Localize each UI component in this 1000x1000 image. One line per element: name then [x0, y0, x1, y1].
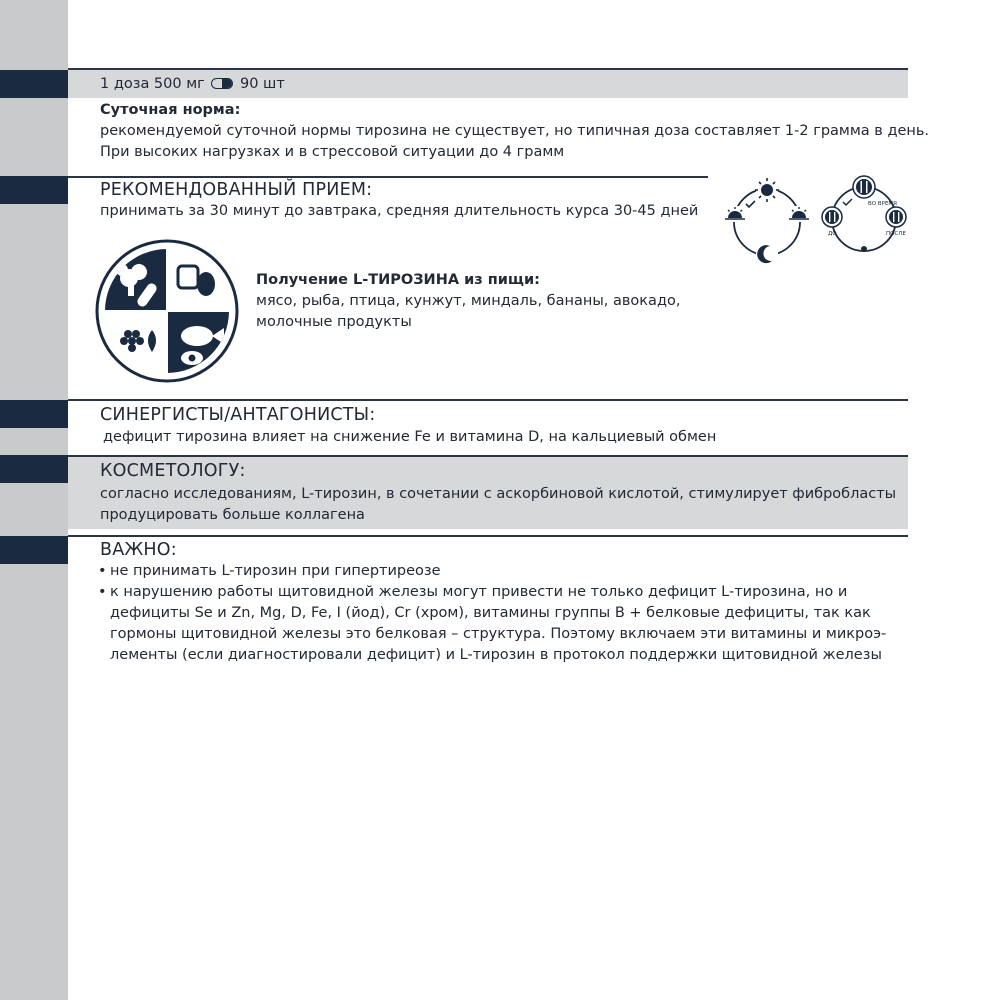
recommended-heading: РЕКОМЕНДОВАННЫЙ ПРИЕМ:: [100, 180, 373, 200]
left-sidebar: [0, 0, 68, 1000]
synergists-marker: [0, 400, 68, 428]
synergists-heading: СИНЕРГИСТЫ/АНТАГОНИСТЫ:: [100, 405, 376, 425]
cosmetology-rule: [68, 455, 908, 457]
bullet-marker: •: [98, 563, 107, 579]
daily-norm-line2: При высоких нагрузках и в стрессовой ситуации до 4 грамм: [100, 144, 565, 160]
important-rule: [68, 535, 908, 537]
recommended-text: принимать за 30 минут до завтрака, средняя длительность курса 30-45 дней: [100, 203, 699, 219]
food-source-line2: молочные продукты: [256, 314, 412, 330]
important-bullet2-line4: лементы (если диагностировали дефицит) и L-тирозин в протокол поддержки щитовидной железы: [110, 647, 882, 663]
cosmetology-line1: согласно исследованиям, L-тирозин, в сочетании с аскорбиновой кислотой, стимулирует фибробласты: [100, 486, 897, 502]
plate-before: [822, 207, 842, 227]
dosage-line: [100, 74, 285, 95]
important-bullet2-line2: дефициты Se и Zn, Mg, D, Fe, I (йод), Cr (хром), витамины группы В + белковые дефициты, так как: [110, 605, 871, 621]
time-of-day-icon: [722, 174, 812, 270]
important-bullet2-line3: гормоны щитовидной железы это белковая – структура. Поэтому включаем эти витамины и микроэ-: [110, 626, 887, 642]
food-plate-icon: [94, 238, 240, 384]
cosmetology-line2: продуцировать больше коллагена: [100, 507, 365, 523]
meal-label-during: ВО ВРЕМЯ: [868, 201, 897, 207]
food-source-label: Получение L-ТИРОЗИНА из пищи:: [256, 272, 540, 288]
daily-norm-label: Суточная норма:: [100, 102, 241, 118]
capsule-icon: [211, 78, 233, 89]
daily-norm-line1: рекомендуемой суточной нормы тирозина не существует, но типичная доза составляет 1-2 грамма в день.: [100, 123, 930, 139]
plate-during: [853, 176, 875, 198]
cosmetology-heading: КОСМЕТОЛОГУ:: [100, 461, 246, 481]
meal-label-before: ДО: [828, 231, 837, 237]
bullet-marker: •: [98, 584, 107, 600]
important-bullet1: [98, 561, 441, 582]
important-marker: [0, 536, 68, 564]
dose-amount: 1 доза 500 мг: [100, 76, 205, 92]
synergists-text: дефицит тирозина влияет на снижение Fe и витамина D, на кальциевый обмен: [103, 429, 717, 445]
important-bullet1-text: не принимать L-тирозин при гипертиреозе: [110, 563, 441, 579]
important-bullet2: [98, 582, 847, 603]
recommended-rule: [68, 176, 708, 178]
important-bullet2-line1: к нарушению работы щитовидной железы могут привести не только дефицит L-тирозина, но и: [110, 584, 848, 600]
dosage-rule: [68, 68, 908, 70]
meal-timing-icon: [818, 174, 910, 260]
synergists-rule: [68, 399, 908, 401]
plate-after: [886, 207, 906, 227]
cosmetology-marker: [0, 455, 68, 483]
food-source-line1: мясо, рыба, птица, кунжут, миндаль, бананы, авокадо,: [256, 293, 681, 309]
dose-count: 90 шт: [240, 76, 285, 92]
meal-label-after: ПОСЛЕ: [886, 231, 906, 237]
important-heading: ВАЖНО:: [100, 540, 177, 560]
dosage-marker: [0, 70, 68, 98]
recommended-marker: [0, 176, 68, 204]
